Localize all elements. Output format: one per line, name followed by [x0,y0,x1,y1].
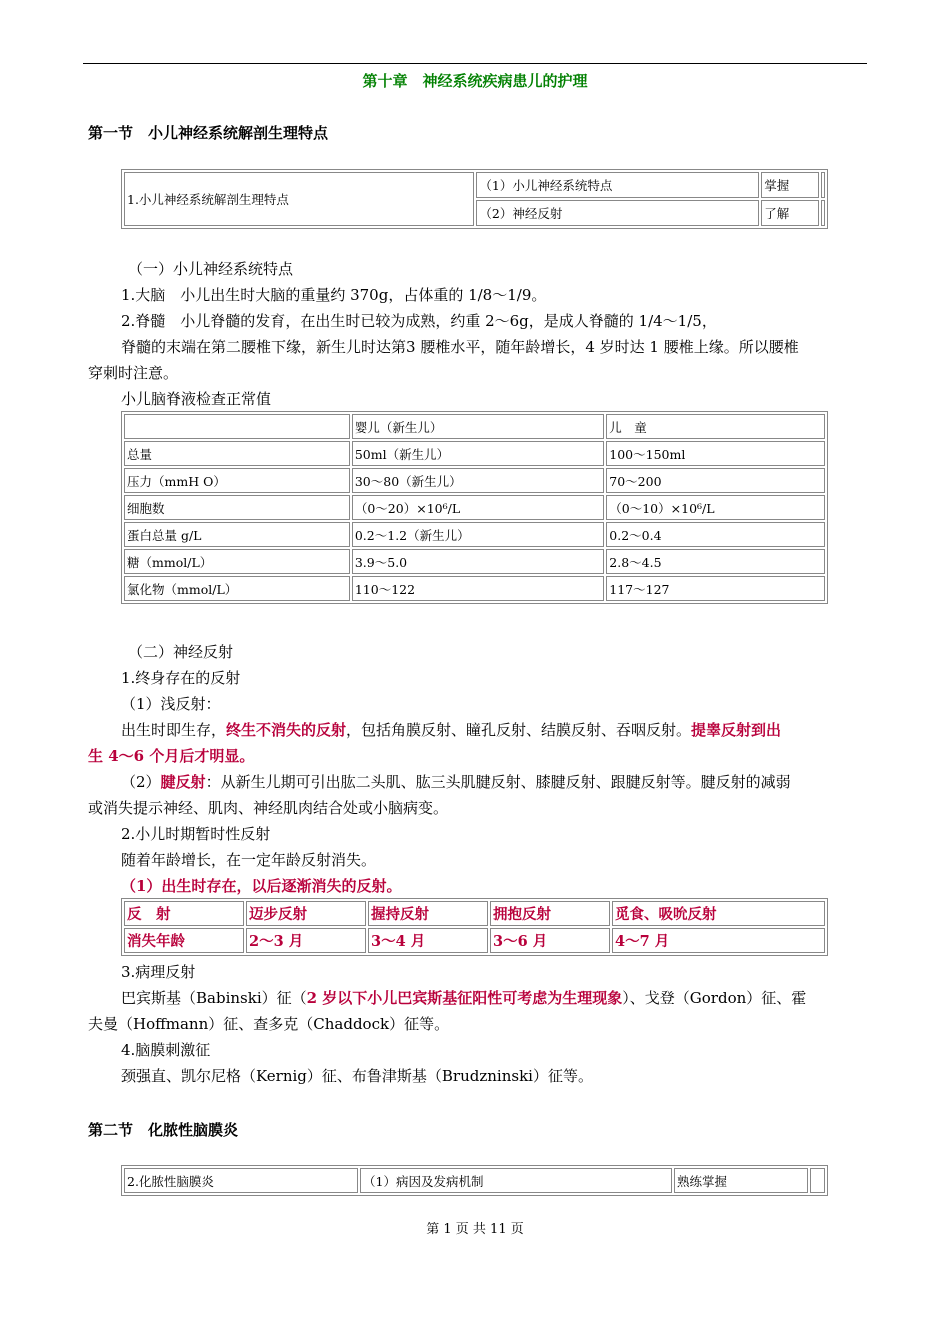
table-cell: （0～20）×10⁶/L [352,495,604,520]
outline-item: （1）病因及发病机制 [360,1168,672,1193]
page-footer: 第 1 页 共 11 页 [426,1222,524,1237]
paragraph: 1.终身存在的反射 [121,669,241,687]
table-cell: 117～127 [606,576,825,601]
table-cell: （0～10）×10⁶/L [606,495,825,520]
table-cell: 0.2～0.4 [606,522,825,547]
paragraph: 4.脑膜刺激征 [121,1041,211,1059]
table-row [124,928,825,953]
outline-topic: 2.化脓性脑膜炎 [124,1168,358,1193]
table-row [124,901,825,926]
highlight-text: （1）出生时存在，以后逐渐消失的反射。 [121,877,402,895]
table-header-cell: 婴儿（新生儿） [352,414,604,439]
csf-table [121,411,828,604]
table-header-cell [124,414,350,439]
outline-table-1 [121,169,828,229]
highlight-text: 2 岁以下小儿巴宾斯基征阳性可考虑为生理现象 [306,989,623,1007]
outline-level: 了解 [761,200,819,226]
outline-item: （1）小儿神经系统特点 [476,172,759,198]
paragraph: 随着年龄增长，在一定年龄反射消失。 [121,851,377,869]
table-cell: 压力（mmH O） [124,468,350,493]
table-cell: 50ml（新生儿） [352,441,604,466]
highlight-text: 终生不消失的反射 [226,721,347,739]
highlight-text: 生 4～6 个月后才明显。 [88,747,255,765]
table-cell: 细胞数 [124,495,350,520]
table-row [124,468,825,493]
table-cell: 反 射 [124,901,244,926]
table-cell: 觅食、吸吮反射 [612,901,825,926]
table-cell: 2.8～4.5 [606,549,825,574]
table-cell: 蛋白总量 g/L [124,522,350,547]
outline-topic: 1.小儿神经系统解剖生理特点 [124,172,474,226]
section1-heading: 第一节 小儿神经系统解剖生理特点 [88,124,329,142]
reflex-table [121,898,828,956]
table-row [124,495,825,520]
paragraph: 2.脊髓 小儿脊髓的发育，在出生时已较为成熟，约重 2～6g，是成人脊髓的 1/4～1/5， [121,312,717,330]
table-cell: 0.2～1.2（新生儿） [352,522,604,547]
table-cell: 消失年龄 [124,928,244,953]
highlight-text: 腱反射 [160,773,206,791]
paragraph: （1）浅反射： [121,695,221,713]
paragraph: 夫曼（Hoffmann）征、查多克（Chaddock）征等。 [88,1015,450,1033]
table-row [124,441,825,466]
table-cell: 70～200 [606,468,825,493]
paragraph: 脊髓的末端在第二腰椎下缘，新生儿时达第3 腰椎水平，随年龄增长，4 岁时达 1 腰椎上缘。所以腰椎 [121,338,799,356]
subheading: （二）神经反射 [128,643,234,661]
paragraph: 出生时即生存，终生不消失的反射，包括角膜反射、瞳孔反射、结膜反射、吞咽反射。提睾反射到出 [121,721,782,739]
paragraph: 1.大脑 小儿出生时大脑的重量约 370g，占体重的 1/8～1/9。 [121,286,547,304]
paragraph: 3.病理反射 [121,963,196,981]
table-cell: 4～7 月 [612,928,825,953]
paragraph: 穿刺时注意。 [88,364,179,382]
table-row [124,522,825,547]
subheading: （一）小儿神经系统特点 [128,260,294,278]
table-cell: 拥抱反射 [490,901,610,926]
table-cell: 氯化物（mmol/L） [124,576,350,601]
table-cell: 3～6 月 [490,928,610,953]
table-row [124,549,825,574]
paragraph: 颈强直、凯尔尼格（Kernig）征、布鲁津斯基（Brudzninski）征等。 [121,1067,593,1085]
table-cell: 总量 [124,441,350,466]
outline-level: 熟练掌握 [674,1168,808,1193]
paragraph: 2.小儿时期暂时性反射 [121,825,271,843]
section2-heading: 第二节 化脓性脑膜炎 [88,1121,239,1139]
outline-level: 掌握 [761,172,819,198]
table-cell: 30～80（新生儿） [352,468,604,493]
table-cell: 3.9～5.0 [352,549,604,574]
header-rule [83,63,867,64]
table-cell: 3～4 月 [368,928,488,953]
table-cell: 糖（mmol/L） [124,549,350,574]
table-row [124,576,825,601]
table-cell: 110～122 [352,576,604,601]
paragraph: （2）腱反射：从新生儿期可引出肱二头肌、肱三头肌腱反射、膝腱反射、跟腱反射等。腱反射的减弱 [121,773,791,791]
chapter-title: 第十章 神经系统疾病患儿的护理 [362,72,588,90]
paragraph: 或消失提示神经、肌肉、神经肌肉结合处或小脑病变。 [88,799,449,817]
table-header-cell: 儿 童 [606,414,825,439]
table-cell: 2～3 月 [246,928,366,953]
table-cell: 100～150ml [606,441,825,466]
outline-table-2 [121,1165,828,1196]
table-cell: 握持反射 [368,901,488,926]
table-cell: 迈步反射 [246,901,366,926]
paragraph: 巴宾斯基（Babinski）征（2 岁以下小儿巴宾斯基征阳性可考虑为生理现象）、戈登（Gordon）征、霍 [121,989,807,1007]
outline-item: （2）神经反射 [476,200,759,226]
table-caption: 小儿脑脊液检查正常值 [121,390,272,408]
highlight-text: 提睾反射到出 [691,721,782,739]
